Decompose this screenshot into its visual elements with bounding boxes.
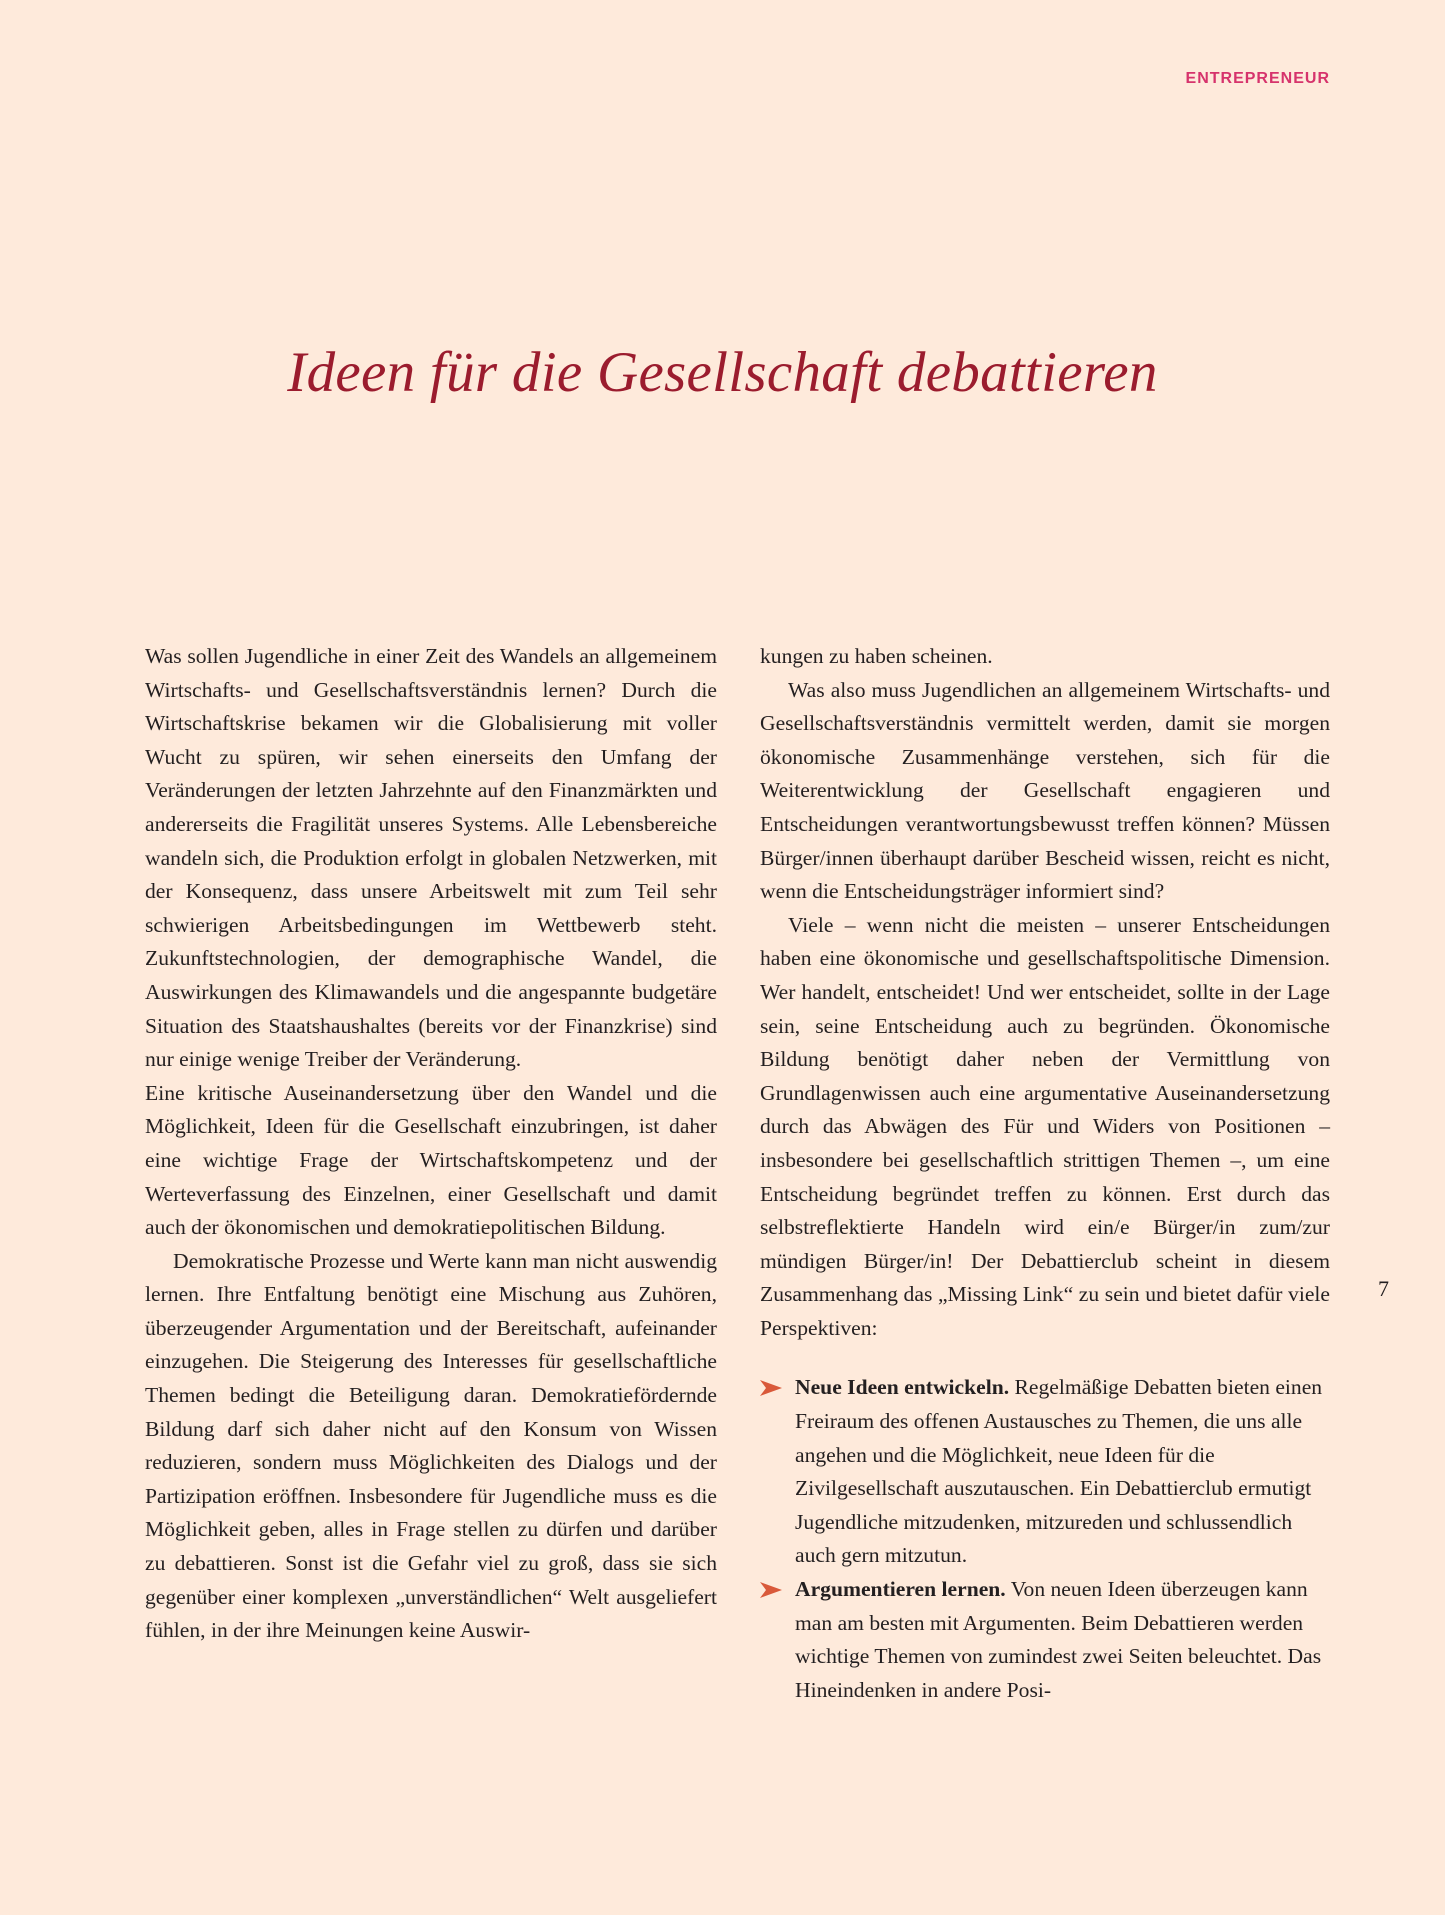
arrow-bullet-icon	[760, 1582, 782, 1598]
paragraph: Was also muss Jugendlichen an allgemeinem Wirtschafts- und Gesellschaftsverständnis vermittelt werden, damit sie morgen ökonomische Zusammenhänge verstehen, sich für die Weiterentwicklung der Gesellschaft engagieren und Entscheidungen verantwortungsbewusst treffen können? Müssen Bürger/innen überhaupt darüber Bescheid wissen, reicht es nicht, wenn die Entscheidungsträger informiert sind?	[760, 677, 1330, 904]
paragraph: Demokratische Prozesse und Werte kann man nicht auswendig lernen. Ihre Entfaltung benötigt eine Mischung aus Zuhören, überzeugender Argumentation und der Bereitschaft, aufeinander einzugehen. Die Steigerung des Interesses für gesellschaftliche Themen bedingt die Beteiligung daran. Demokratiefördernde Bildung darf sich daher nicht auf den Konsum von Wissen reduzieren, sondern muss Möglichkeiten des Dialogs und der Partizipation eröffnen. Insbesondere für Jugendliche muss es die Möglichkeit geben, alles in Frage stellen zu dürfen und darüber zu debattieren. Sonst ist die Gefahr viel zu groß, dass sie sich gegenüber einer komplexen „unverständlichen“ Welt ausgeliefert fühlen, in der ihre Meinungen keine Auswir-	[145, 1248, 717, 1643]
bullet-text: Regelmäßige Debatten bieten einen Freiraum des offenen Austausches zu Themen, die uns alle angehen und die Möglichkeit, neue Ideen für die Zivilgesellschaft auszutauschen. Ein Debattierclub ermutigt Jugendliche mitzudenken, mitzureden und schlussendlich auch gern mitzutun.	[795, 1375, 1323, 1568]
paragraph: kungen zu haben scheinen.	[760, 644, 993, 668]
page-number: 7	[1378, 1276, 1389, 1301]
bullet-heading: Argumentieren lernen.	[795, 1577, 1006, 1602]
right-column	[760, 640, 1330, 1707]
bullet-text: Von neuen Ideen überzeugen kann man am besten mit Argumenten. Beim Debattieren werden wichtige Themen von zumindest zwei Seiten beleuchtet. Das Hineindenken in andere Posi-	[795, 1577, 1322, 1702]
paragraph: Viele – wenn nicht die meisten – unserer Entscheidungen haben eine ökonomische und gesellschaftspolitische Dimension. Wer handelt, entscheidet! Und wer entscheidet, sollte in der Lage sein, seine Entscheidung auch zu begründen. Ökonomische Bildung benötigt daher neben der Vermittlung von Grundlagenwissen auch eine argumentative Auseinandersetzung durch das Abwägen des Für und Widers von Positionen – insbesondere bei gesellschaftlich strittigen Themen –, um eine Entscheidung begründet treffen zu können. Erst durch das selbstreflektierte Handeln wird ein/e Bürger/in zum/zur mündigen Bürger/in! Der Debattierclub scheint in diesem Zusammenhang das „Missing Link“ zu sein und bietet dafür viele Perspektiven:	[760, 912, 1330, 1340]
paragraph: Eine kritische Auseinandersetzung über den Wandel und die Möglichkeit, Ideen für die Gesellschaft einzubringen, ist daher eine wichtige Frage der Wirtschaftskompetenz und der Werteverfassung des Einzelnen, einer Gesellschaft und damit auch der ökonomischen und demokratiepolitischen Bildung.	[145, 1080, 717, 1240]
list-item	[760, 1371, 1330, 1573]
section-label: ENTREPRENEUR	[1185, 70, 1330, 87]
arrow-bullet-icon	[760, 1380, 782, 1396]
page-title: Ideen für die Gesellschaft debattieren	[287, 341, 1158, 404]
left-column	[145, 640, 717, 1648]
list-item	[760, 1573, 1330, 1707]
paragraph: Was sollen Jugendliche in einer Zeit des Wandels an allgemeinem Wirtschafts- und Gesellschaftsverständnis lernen? Durch die Wirtschaftskrise bekamen wir die Globalisierung mit voller Wucht zu spüren, wir sehen einerseits den Umfang der Veränderungen der letzten Jahrzehnte auf den Finanzmärkten und andererseits die Fragilität unseres Systems. Alle Lebensbereiche wandeln sich, die Produktion erfolgt in globalen Netzwerken, mit der Konsequenz, dass unsere Arbeitswelt mit zum Teil sehr schwierigen Arbeitsbedingungen im Wettbewerb steht. Zukunftstechnologien, der demographische Wandel, die Auswirkungen des Klimawandels und die angespannte budgetäre Situation des Staatshaushaltes (bereits vor der Finanzkrise) sind nur einige wenige Treiber der Veränderung.	[145, 644, 717, 1072]
bullet-heading: Neue Ideen entwickeln.	[795, 1375, 1010, 1400]
